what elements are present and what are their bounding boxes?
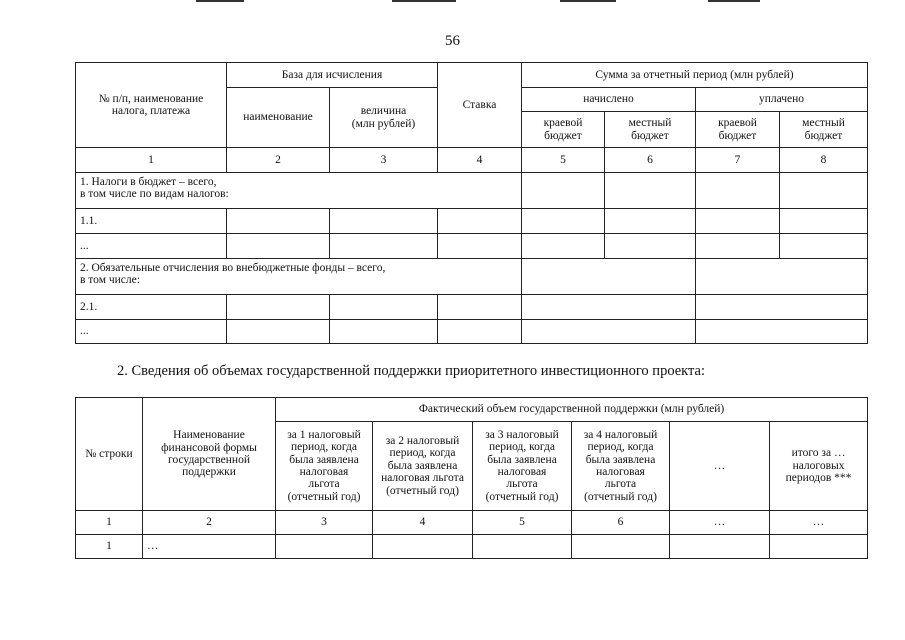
cell <box>438 295 522 320</box>
cell <box>276 535 373 559</box>
col-number: … <box>670 511 770 535</box>
header-actual-volume: Фактический объем государственной поддержки (млн рублей) <box>276 398 868 422</box>
header-total: итого за … налоговых периодов *** <box>770 422 868 511</box>
col-number: 7 <box>696 148 780 173</box>
cell <box>522 173 605 209</box>
header-row-no: № строки <box>76 398 143 511</box>
cell <box>696 320 868 344</box>
tax-payments-table <box>75 62 868 344</box>
cell <box>780 173 868 209</box>
header-base-value: величина (млн рублей) <box>330 88 438 148</box>
cell <box>522 259 696 295</box>
col-number: 1 <box>76 148 227 173</box>
col-number: 1 <box>76 511 143 535</box>
top-edge-marks <box>0 0 905 4</box>
cell <box>330 295 438 320</box>
col-number: 4 <box>438 148 522 173</box>
header-period-2: за 2 налоговый период, когда была заявлена налоговая льгота (отчетный год) <box>373 422 473 511</box>
row-taxes-total: 1. Налоги в бюджет – всего, в том числе по видам налогов: <box>76 173 522 209</box>
col-number: 4 <box>373 511 473 535</box>
cell <box>696 259 868 295</box>
header-paid-regional: краевой бюджет <box>696 112 780 148</box>
state-support-table <box>75 397 868 559</box>
row-funds-total: 2. Обязательные отчисления во внебюджетные фонды – всего, в том числе: <box>76 259 522 295</box>
header-period-3: за 3 налоговый период, когда была заявлена налоговая льгота (отчетный год) <box>473 422 572 511</box>
col-number: 2 <box>227 148 330 173</box>
cell <box>522 234 605 259</box>
row-label: 2.1. <box>76 295 227 320</box>
cell <box>670 535 770 559</box>
cell <box>605 173 696 209</box>
col-number: 5 <box>473 511 572 535</box>
cell <box>522 295 696 320</box>
cell <box>330 234 438 259</box>
header-paid: уплачено <box>696 88 868 112</box>
cell <box>473 535 572 559</box>
header-base-name: наименование <box>227 88 330 148</box>
row-label: ... <box>76 320 227 344</box>
header-base: База для исчисления <box>227 63 438 88</box>
section-2-title: 2. Сведения об объемах государственной поддержки приоритетного инвестиционного проекта: <box>117 363 706 379</box>
cell <box>438 209 522 234</box>
support-form-cell: … <box>143 535 276 559</box>
row-label: ... <box>76 234 227 259</box>
cell <box>696 295 868 320</box>
cell <box>770 535 868 559</box>
header-period-4: за 4 налоговый период, когда была заявлена налоговая льгота (отчетный год) <box>572 422 670 511</box>
col-number: … <box>770 511 868 535</box>
col-number: 2 <box>143 511 276 535</box>
col-number: 3 <box>276 511 373 535</box>
header-rate: Ставка <box>438 63 522 148</box>
row-number: 1 <box>76 535 143 559</box>
col-number: 3 <box>330 148 438 173</box>
col-number: 6 <box>605 148 696 173</box>
cell <box>696 234 780 259</box>
header-paid-local: местный бюджет <box>780 112 868 148</box>
cell <box>522 209 605 234</box>
cell <box>438 234 522 259</box>
cell <box>330 320 438 344</box>
cell <box>780 234 868 259</box>
header-period-more: … <box>670 422 770 511</box>
cell <box>696 209 780 234</box>
cell <box>330 209 438 234</box>
cell <box>227 209 330 234</box>
col-number: 6 <box>572 511 670 535</box>
cell <box>696 173 780 209</box>
cell <box>373 535 473 559</box>
header-period-1: за 1 налоговый период, когда была заявлена налоговая льгота (отчетный год) <box>276 422 373 511</box>
header-sum: Сумма за отчетный период (млн рублей) <box>522 63 868 88</box>
cell <box>605 209 696 234</box>
col-number: 5 <box>522 148 605 173</box>
cell <box>227 320 330 344</box>
cell <box>522 320 696 344</box>
header-accrued-local: местный бюджет <box>605 112 696 148</box>
col-number: 8 <box>780 148 868 173</box>
row-label: 1.1. <box>76 209 227 234</box>
cell <box>227 234 330 259</box>
cell <box>780 209 868 234</box>
header-tax-name: № п/п, наименование налога, платежа <box>76 63 227 148</box>
cell <box>605 234 696 259</box>
cell <box>438 320 522 344</box>
header-accrued: начислено <box>522 88 696 112</box>
cell <box>572 535 670 559</box>
header-accrued-regional: краевой бюджет <box>522 112 605 148</box>
cell <box>227 295 330 320</box>
header-support-form: Наименование финансовой формы государственной поддержки <box>143 398 276 511</box>
page-number: 56 <box>445 33 460 49</box>
